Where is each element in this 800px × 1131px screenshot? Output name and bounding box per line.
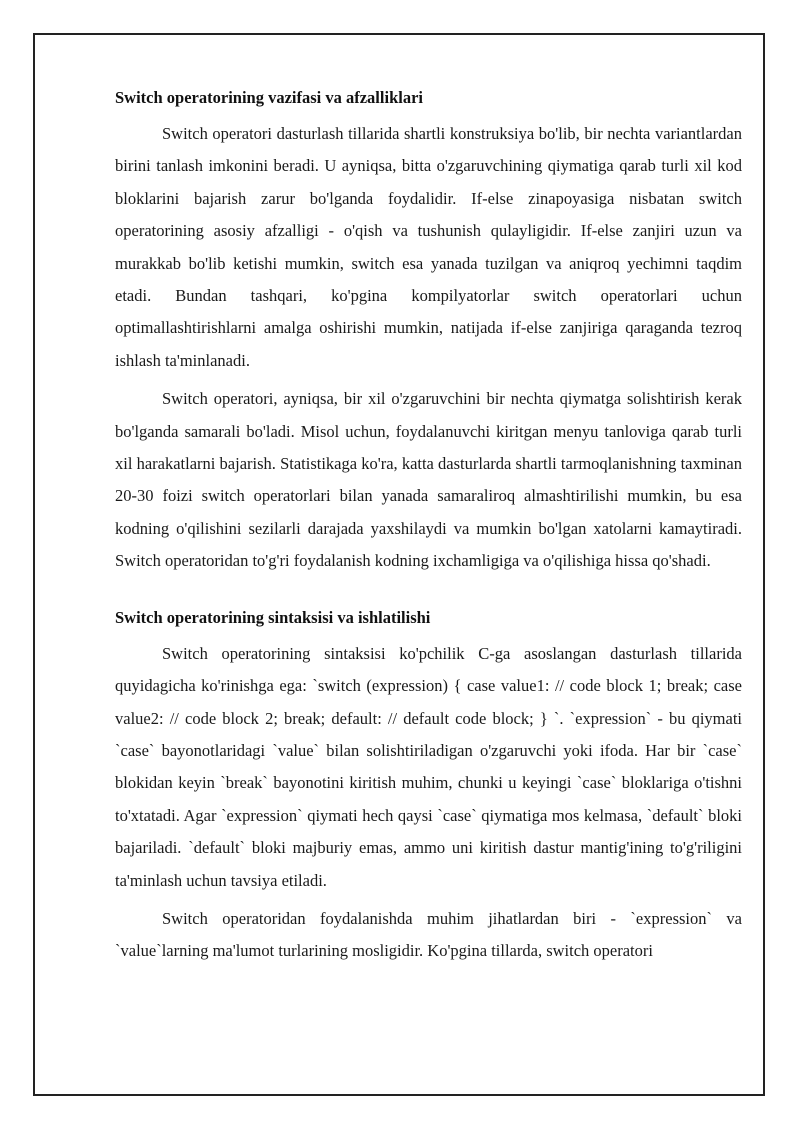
paragraph: Switch operatoridan foydalanishda muhim jihatlardan biri - `expression` va `value`larning ma'lumot turlarining mosligidir. Ko'pgina tillarda, switch operatori xyxy=(115,908,742,961)
document-body xyxy=(115,86,742,974)
section-heading: Switch operatorining sintaksisi va ishlatilishi xyxy=(115,607,431,627)
paragraph: Switch operatorining sintaksisi ko'pchilik C-ga asoslangan dasturlash tillarida quyidagicha ko'rinishga ega: `switch (expression) { case value1: // code block 1; break; case value2: // code block 2; break; default: // default code block; } `. `expression` - bu qiymati `case` bayonotlaridagi `value` bilan solishtiriladigan o'zgaruvchi yoki ifoda. Har bir `case` blokidan keyin `break` bayonotini kiritish muhim, chunki u keyingi `case` bloklariga o'tishni to'xtatadi. Agar `expression` qiymati hech qaysi `case` qiymatiga mos kelmasa, `default` bloki bajariladi. `default` bloki majburiy emas, ammo uni kiritish dastur mantig'ining to'g'riligini ta'minlash uchun tavsiya etiladi. xyxy=(115,643,742,890)
paragraph: Switch operatori, ayniqsa, bir xil o'zgaruvchini bir nechta qiymatga solishtirish kerak bo'lganda samarali bo'ladi. Misol uchun, foydalanuvchi kiritgan menyu tanloviga qarab turli xil harakatlarni bajarish. Statistikaga ko'ra, katta dasturlarda shartli tarmoqlanishning taxminan 20-30 foizi switch operatorlari bilan yanada samaraliroq almashtirilishi mumkin, bu esa kodning o'qilishini sezilarli darajada yaxshilaydi va mumkin bo'lgan xatolarni kamaytiradi. Switch operatoridan to'g'ri foydalanish kodning ixchamligiga va o'qilishiga hissa qo'shadi. xyxy=(115,389,742,571)
section-heading: Switch operatorining vazifasi va afzalliklari xyxy=(115,88,423,107)
paragraph: Switch operatori dasturlash tillarida shartli konstruksiya bo'lib, bir nechta variantlardan birini tanlash imkonini beradi. U ayniqsa, bitta o'zgaruvchining qiymatiga qarab turli xil kod bloklarini bajarish zarur bo'lganda foydalidir. If-else zinapoyasiga nisbatan switch operatorining asosiy afzalligi - o'qish va tushunish qulayligidir. If-else zanjiri uzun va murakkab bo'lib ketishi mumkin, switch esa yanada tuzilgan va aniqroq yechimni taqdim etadi. Bundan tashqari, ko'pgina kompilyatorlar switch operatorlari uchun optimallashtirishlarni amalga oshirishi mumkin, natijada if-else zanjiriga qaraganda tezroq ishlash ta'minlanadi. xyxy=(115,124,742,370)
